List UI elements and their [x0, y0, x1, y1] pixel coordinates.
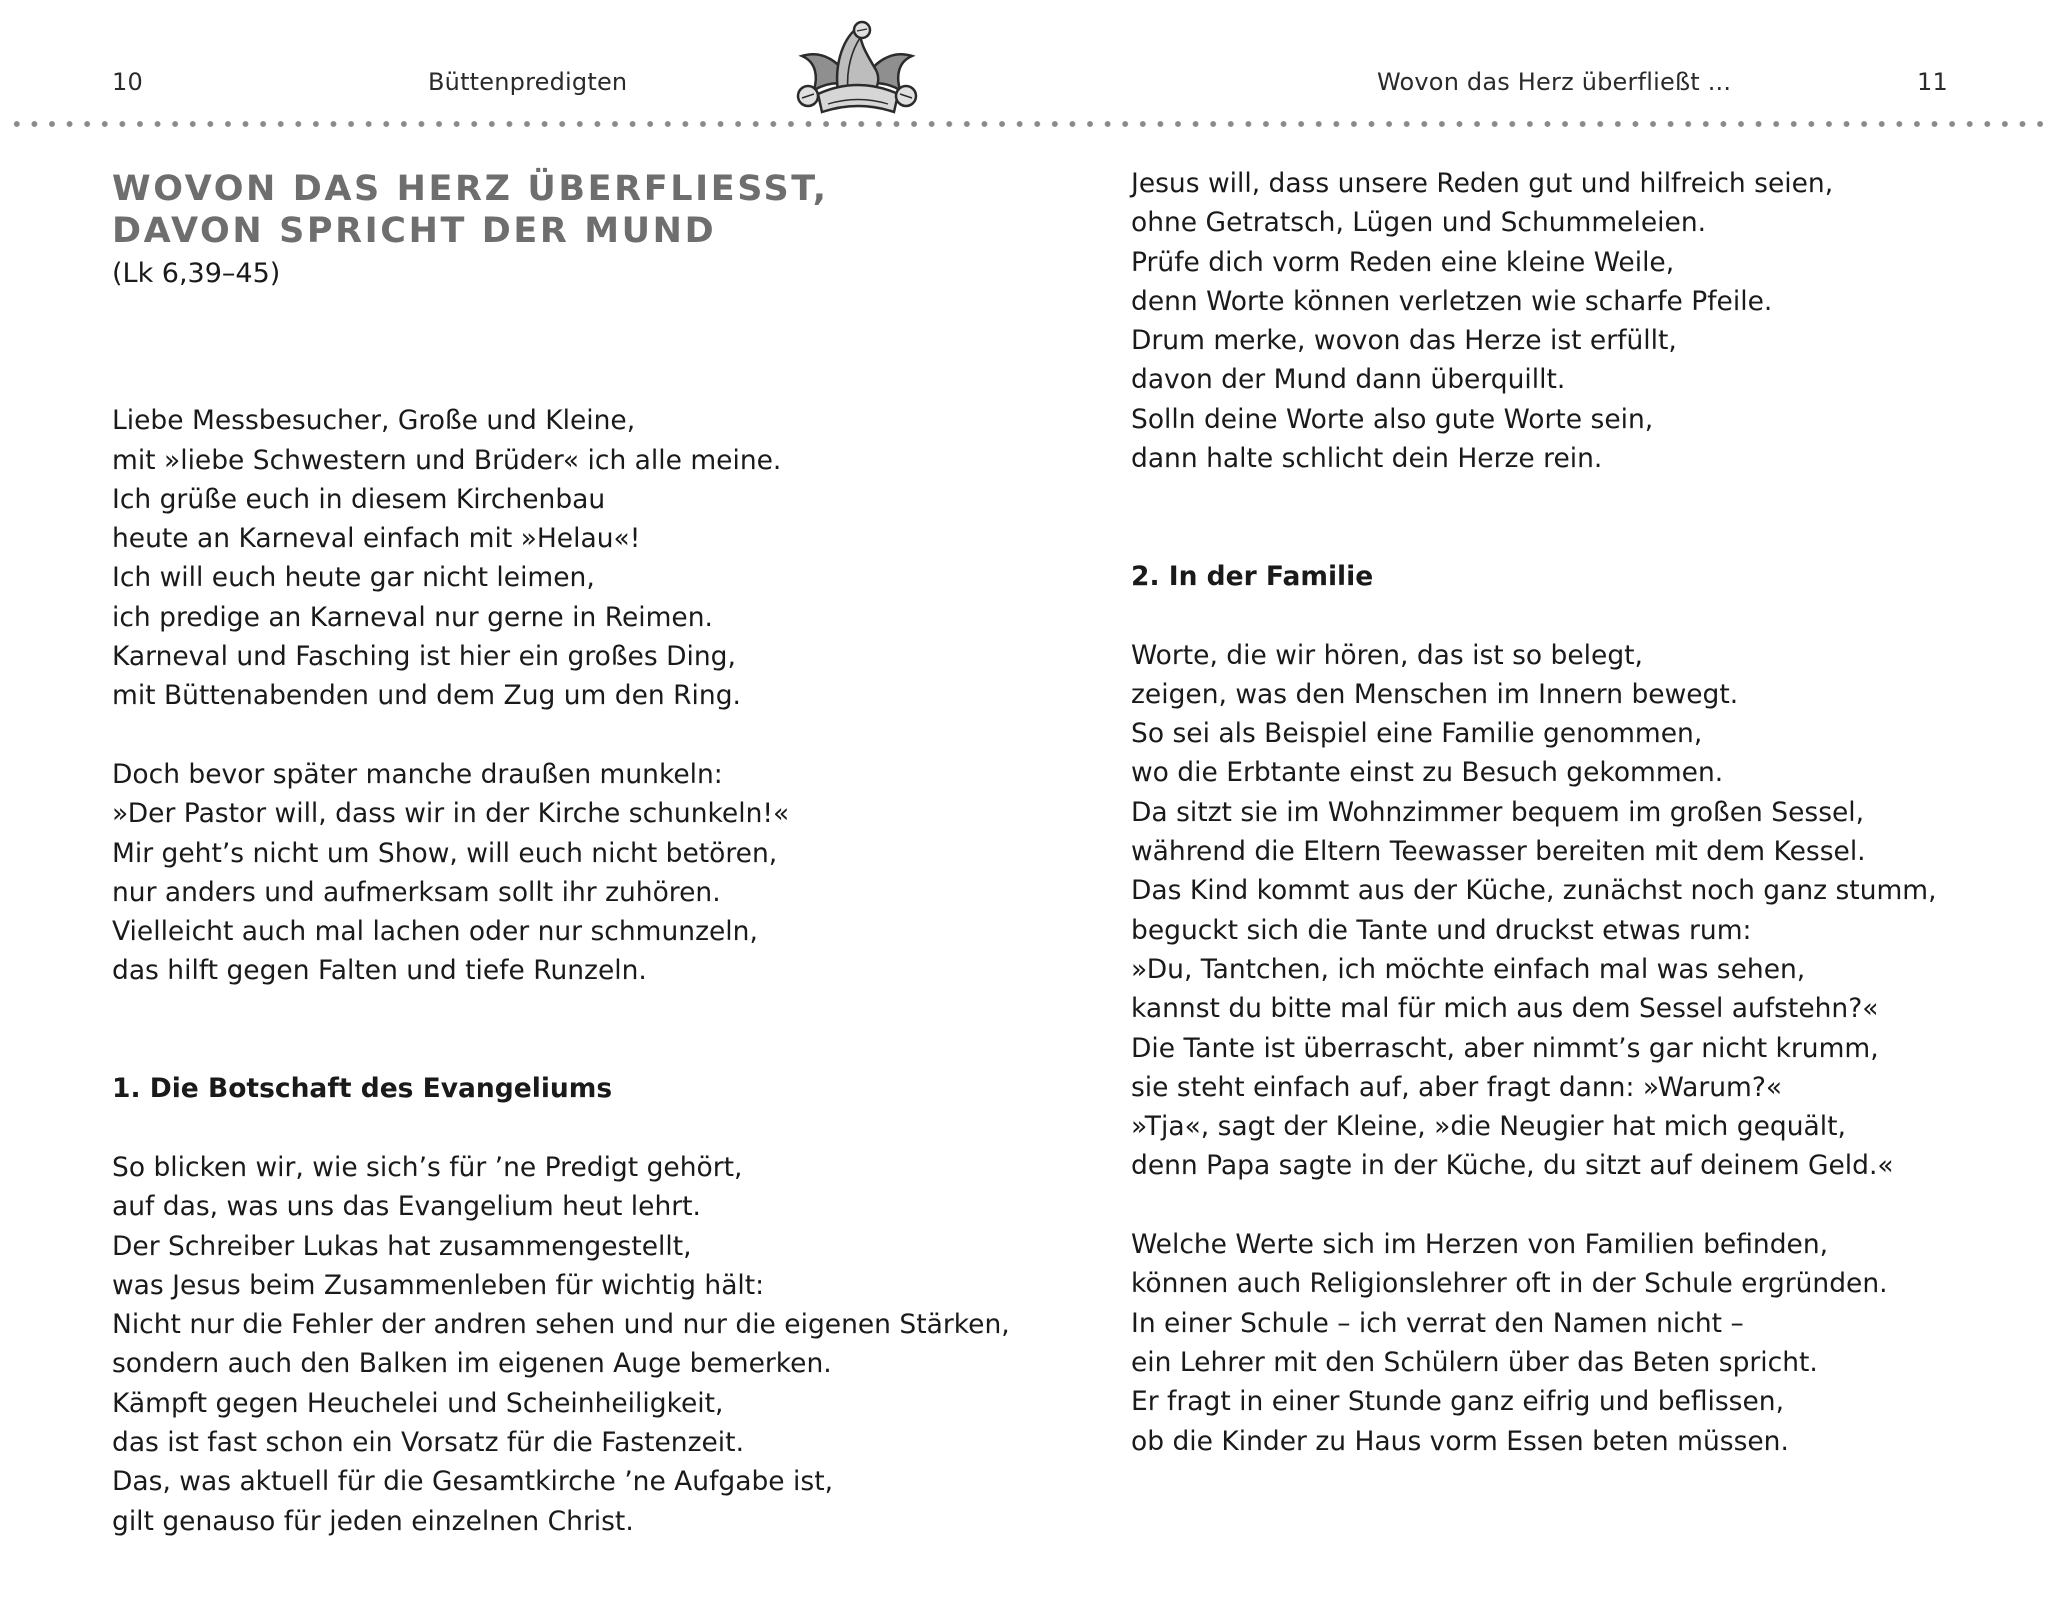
text-line: dann halte schlicht dein Herze rein. — [1131, 443, 1603, 475]
sermon-title-line-1: WOVON DAS HERZ ÜBERFLIESST, — [112, 169, 829, 209]
text-line: davon der Mund dann überquillt. — [1131, 364, 1566, 396]
blank-line — [1131, 1186, 2031, 1225]
text-line: Das, was aktuell für die Gesamtkirche ’ne Aufgabe ist, — [112, 1466, 834, 1498]
text-line: Doch bevor später manche draußen munkeln: — [112, 758, 723, 790]
right-page-text-column — [1131, 164, 2031, 1461]
text-line: So blicken wir, wie sich’s für ’ne Predigt gehört, — [112, 1151, 743, 1183]
text-line: ob die Kinder zu Haus vorm Essen beten müssen. — [1131, 1425, 1789, 1457]
text-line: »Tja«, sagt der Kleine, »die Neugier hat mich gequält, — [1131, 1111, 1846, 1143]
text-line: Worte, die wir hören, das ist so belegt, — [1131, 639, 1643, 671]
text-line: sondern auch den Balken im eigenen Auge bemerken. — [112, 1348, 832, 1380]
text-line: Kämpft gegen Heuchelei und Scheinheiligkeit, — [112, 1387, 724, 1419]
text-line: ein Lehrer mit den Schülern über das Beten spricht. — [1131, 1346, 1818, 1378]
blank-line — [112, 716, 1012, 755]
text-line: So sei als Beispiel eine Familie genommen, — [1131, 718, 1703, 750]
blank-line — [112, 1109, 1012, 1148]
text-line: Ich will euch heute gar nicht leimen, — [112, 562, 595, 594]
text-line: Welche Werte sich im Herzen von Familien befinden, — [1131, 1229, 1829, 1261]
left-page-number: 10 — [112, 68, 143, 96]
text-line: das ist fast schon ein Vorsatz für die Fastenzeit. — [112, 1427, 744, 1459]
text-line: Karneval und Fasching ist hier ein großes Ding, — [112, 641, 736, 673]
text-line: sie steht einfach auf, aber fragt dann: »Warum?« — [1131, 1071, 1783, 1103]
text-line: Jesus will, dass unsere Reden gut und hilfreich seien, — [1131, 168, 1834, 199]
text-line: Da sitzt sie im Wohnzimmer bequem im großen Sessel, — [1131, 796, 1865, 828]
text-line: Der Schreiber Lukas hat zusammengestellt, — [112, 1230, 692, 1262]
text-line: während die Eltern Teewasser bereiten mit dem Kessel. — [1131, 836, 1866, 868]
text-line: wo die Erbtante einst zu Besuch gekommen. — [1131, 757, 1724, 789]
right-running-head: Wovon das Herz überfließt ... — [1377, 68, 1732, 96]
text-line: das hilft gegen Falten und tiefe Runzeln. — [112, 955, 647, 987]
text-line: beguckt sich die Tante und druckst etwas rum: — [1131, 914, 1752, 946]
text-line: was Jesus beim Zusammenleben für wichtig hält: — [112, 1269, 765, 1301]
text-line: mit »liebe Schwestern und Brüder« ich alle meine. — [112, 444, 782, 476]
text-line: In einer Schule – ich verrat den Namen nicht – — [1131, 1307, 1744, 1339]
right-page-number: 11 — [1917, 68, 1948, 96]
text-line: gilt genauso für jeden einzelnen Christ. — [112, 1505, 634, 1537]
text-line: Prüfe dich vorm Reden eine kleine Weile, — [1131, 246, 1675, 278]
text-line: »Du, Tantchen, ich möchte einfach mal was sehen, — [1131, 953, 1806, 985]
text-line: Er fragt in einer Stunde ganz eifrig und beflissen, — [1131, 1386, 1785, 1418]
text-line: Ich grüße euch in diesem Kirchenbau — [112, 483, 606, 515]
blank-line — [1131, 596, 2031, 635]
text-line: können auch Religionslehrer oft in der Schule ergründen. — [1131, 1268, 1888, 1300]
text-line: denn Papa sagte in der Küche, du sitzt auf deinem Geld.« — [1131, 1150, 1894, 1182]
text-line: Liebe Messbesucher, Große und Kleine, — [112, 405, 636, 437]
text-line: »Der Pastor will, dass wir in der Kirche schunkeln!« — [112, 798, 790, 830]
text-line: Vielleicht auch mal lachen oder nur schmunzeln, — [112, 916, 758, 948]
left-running-head: Büttenpredigten — [428, 68, 628, 96]
text-line: Solln deine Worte also gute Worte sein, — [1131, 403, 1654, 435]
text-line: heute an Karneval einfach mit »Helau«! — [112, 523, 641, 555]
section-heading: 1. Die Botschaft des Evangeliums — [112, 1073, 613, 1105]
text-line: Drum merke, wovon das Herze ist erfüllt, — [1131, 325, 1677, 357]
text-line: Das Kind kommt aus der Küche, zunächst noch ganz stumm, — [1131, 875, 1937, 907]
text-line: kannst du bitte mal für mich aus dem Sessel aufstehn?« — [1131, 993, 1879, 1025]
text-line: nur anders und aufmerksam sollt ihr zuhören. — [112, 876, 721, 908]
section-heading: 2. In der Familie — [1131, 560, 1374, 592]
text-line: Nicht nur die Fehler der andren sehen und nur die eigenen Stärken, — [112, 1309, 1010, 1341]
blank-line — [112, 362, 1012, 401]
blank-line — [1131, 478, 2031, 517]
text-line: Mir geht’s nicht um Show, will euch nicht betören, — [112, 837, 778, 869]
bible-reference: (Lk 6,39–45) — [112, 258, 281, 289]
text-line: zeigen, was den Menschen im Innern bewegt. — [1131, 678, 1739, 710]
text-line: ich predige an Karneval nur gerne in Reimen. — [112, 601, 713, 633]
left-page-text-column — [112, 362, 1012, 1541]
jester-hat-icon — [788, 20, 926, 122]
blank-line — [112, 1030, 1012, 1069]
dotted-header-rule — [8, 120, 2048, 128]
blank-line — [1131, 518, 2031, 557]
text-line: denn Worte können verletzen wie scharfe Pfeile. — [1131, 285, 1773, 317]
blank-line — [112, 991, 1012, 1030]
text-line: ohne Getratsch, Lügen und Schummeleien. — [1131, 207, 1707, 239]
text-line: mit Büttenabenden und dem Zug um den Ring. — [112, 680, 741, 712]
text-line: Die Tante ist überrascht, aber nimmt’s gar nicht krumm, — [1131, 1032, 1879, 1064]
text-line: auf das, was uns das Evangelium heut lehrt. — [112, 1191, 701, 1223]
sermon-title-line-2: DAVON SPRICHT DER MUND — [112, 211, 717, 251]
